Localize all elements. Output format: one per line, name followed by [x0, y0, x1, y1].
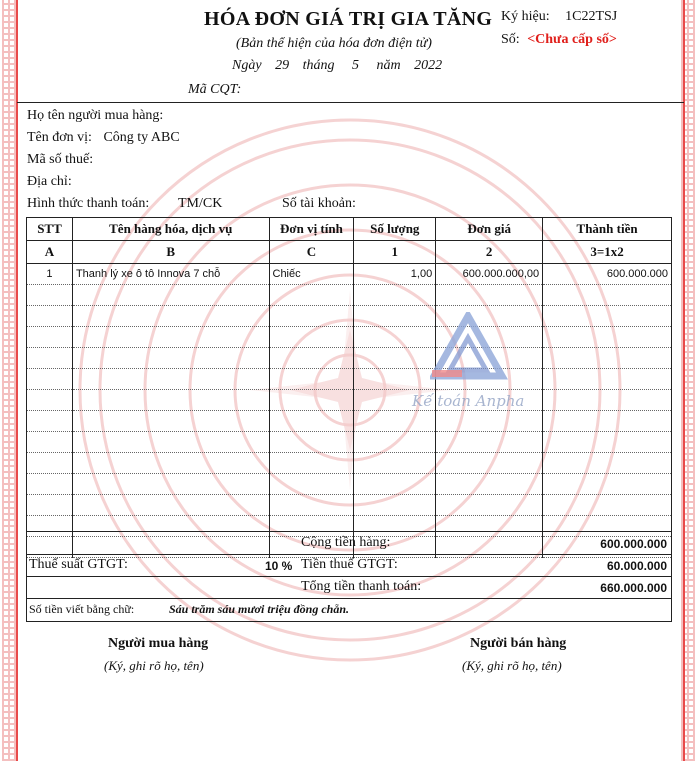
code-cell: 3=1x2: [543, 241, 672, 264]
invoice-symbol: [501, 9, 617, 25]
cell-unit: Chiếc: [269, 264, 354, 285]
code-cell: A: [27, 241, 73, 264]
subtotal-value: 600.000.000: [600, 537, 667, 551]
empty-row: [27, 306, 672, 327]
cell-price: 600.000.000,00: [436, 264, 543, 285]
payment-method-value: TM/CK: [178, 196, 223, 211]
code-cell: B: [72, 241, 269, 264]
amount-in-words-value: Sáu trăm sáu mươi triệu đồng chẵn.: [169, 602, 350, 616]
cqt-code-label: Mã CQT:: [188, 82, 242, 97]
header-divider: [17, 102, 684, 103]
cell-amount: 600.000.000: [543, 264, 672, 285]
col-price: Đơn giá: [436, 218, 543, 241]
border-line-right: [683, 0, 685, 761]
table-header-row: [27, 218, 672, 241]
cell-name: Thanh lý xe ô tô Innova 7 chỗ: [72, 264, 269, 285]
date-day: 29: [275, 58, 290, 73]
decorative-border-left: [2, 0, 16, 761]
vat-amount-value: 60.000.000: [606, 559, 667, 573]
items-table: [26, 217, 672, 558]
col-qty: Số lượng: [354, 218, 436, 241]
empty-row: [27, 453, 672, 474]
anpha-logo-text: Kế toán Anpha: [412, 392, 525, 410]
buyer-unit-label: Tên đơn vị:: [27, 130, 92, 145]
cell-stt: 1: [27, 264, 73, 285]
totals-divider: [27, 576, 671, 577]
number-value: <Chưa cấp số>: [527, 32, 617, 47]
amount-in-words-label: Số tiền viết bằng chữ:: [29, 602, 135, 616]
vat-rate-label: Thuế suất GTGT:: [29, 557, 128, 572]
bank-account-label: Số tài khoản:: [282, 196, 356, 211]
table-row: [27, 264, 672, 285]
col-amount: Thành tiền: [543, 218, 672, 241]
date-day-label: Ngày: [232, 58, 262, 73]
buyer-signature-title: Người mua hàng: [108, 636, 209, 651]
buyer-tax-label: Mã số thuế:: [27, 152, 94, 167]
empty-row: [27, 474, 672, 495]
symbol-label: Ký hiệu:: [501, 9, 550, 24]
empty-row: [27, 285, 672, 306]
invoice-subtitle: (Bản thể hiện của hóa đơn điện tử): [236, 36, 432, 51]
col-name: Tên hàng hóa, dịch vụ: [72, 218, 269, 241]
empty-row: [27, 411, 672, 432]
vat-amount-label: Tiền thuế GTGT:: [301, 557, 398, 572]
empty-row: [27, 348, 672, 369]
empty-row: [27, 369, 672, 390]
date-month-label: tháng: [302, 58, 335, 73]
col-stt: STT: [27, 218, 73, 241]
code-cell: 1: [354, 241, 436, 264]
symbol-value: 1C22TSJ: [565, 9, 618, 24]
border-line-left: [16, 0, 18, 761]
empty-row: [27, 495, 672, 516]
grand-total-value: 660.000.000: [600, 581, 667, 595]
date-year-label: năm: [376, 58, 401, 73]
buyer-address-label: Địa chỉ:: [27, 174, 72, 189]
payment-method-label: Hình thức thanh toán:: [27, 196, 150, 211]
date-month: 5: [351, 58, 359, 73]
code-cell: C: [269, 241, 354, 264]
totals-divider: [27, 598, 671, 599]
empty-row: [27, 432, 672, 453]
grand-total-label: Tổng tiền thanh toán:: [301, 579, 422, 594]
invoice-number: [501, 32, 617, 48]
buyer-unit: [27, 130, 180, 146]
empty-row: [27, 390, 672, 411]
table-code-row: [27, 241, 672, 264]
col-unit: Đơn vị tính: [269, 218, 354, 241]
code-cell: 2: [436, 241, 543, 264]
invoice-date: [232, 58, 442, 74]
buyer-unit-value: Công ty ABC: [103, 130, 180, 145]
seller-signature-note: (Ký, ghi rõ họ, tên): [462, 658, 562, 673]
seller-signature-title: Người bán hàng: [470, 636, 567, 651]
cell-qty: 1,00: [354, 264, 436, 285]
totals-box: [26, 531, 672, 622]
subtotal-label: Cộng tiền hàng:: [301, 535, 391, 550]
buyer-signature-note: (Ký, ghi rõ họ, tên): [104, 658, 204, 673]
totals-divider: [27, 554, 671, 555]
vat-rate-value: 10 %: [265, 559, 293, 573]
invoice-title: HÓA ĐƠN GIÁ TRỊ GIA TĂNG: [204, 8, 493, 30]
buyer-name-label: Họ tên người mua hàng:: [27, 108, 164, 123]
empty-row: [27, 327, 672, 348]
date-year: 2022: [414, 58, 443, 73]
number-label: Số:: [501, 32, 520, 47]
anpha-triangle-logo-icon: [430, 312, 510, 384]
